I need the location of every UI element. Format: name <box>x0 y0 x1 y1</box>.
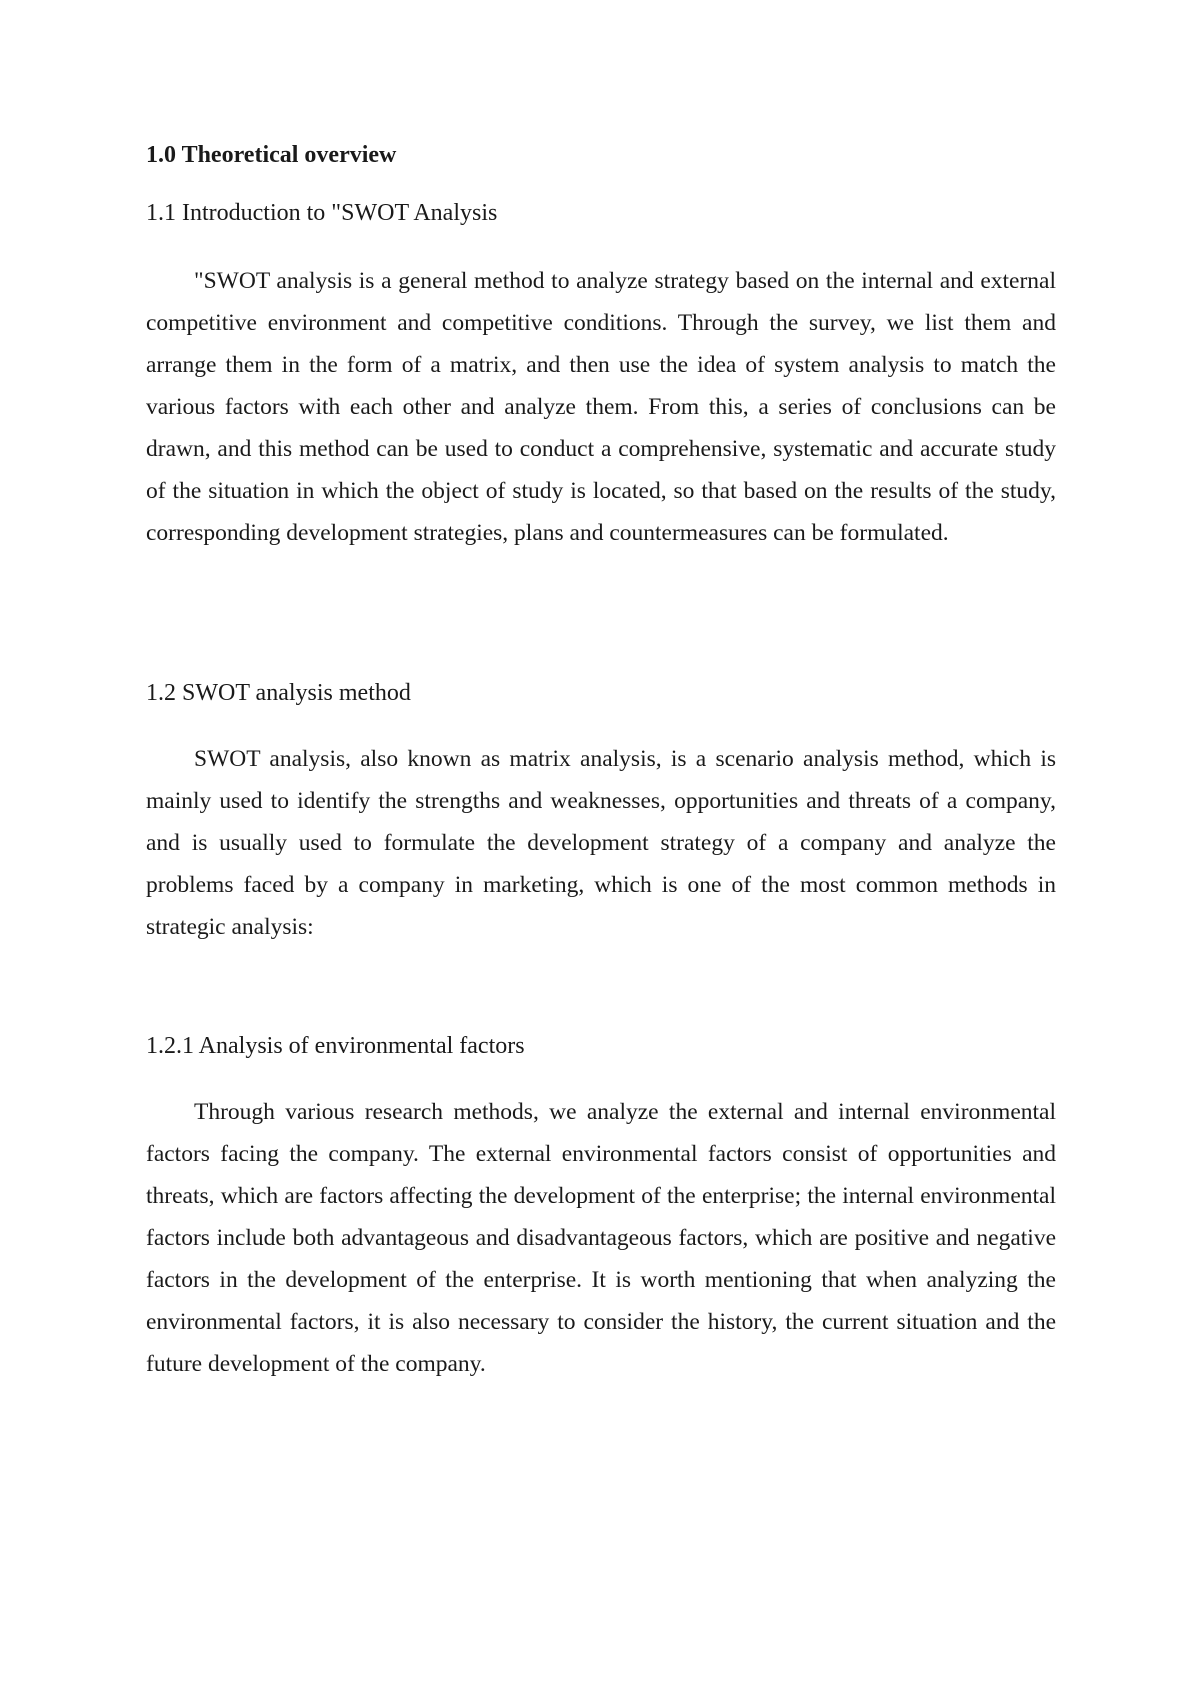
section-heading-1-2-1: 1.2.1 Analysis of environmental factors <box>146 1033 525 1059</box>
section-paragraph-1-2: SWOT analysis, also known as matrix analysis, is a scenario analysis method, which is mainly used to identify the strengths and weaknesses, opportunities and threats of a company, and is usually used to formulate the development strategy of a company and analyze the problems faced by a company in marketing, which is one of the most common methods in strategic analysis: <box>146 746 1056 940</box>
section-paragraph-1-1: "SWOT analysis is a general method to analyze strategy based on the internal and external competitive environment and competitive conditions. Through the survey, we list them and arrange them in the form of a matrix, and then use the idea of system analysis to match the various factors with each other and analyze them. From this, a series of conclusions can be drawn, and this method can be used to conduct a comprehensive, systematic and accurate study of the situation in which the object of study is located, so that based on the results of the study, corresponding development strategies, plans and countermeasures can be formulated. <box>146 268 1056 546</box>
section-heading-1-2: 1.2 SWOT analysis method <box>146 680 411 706</box>
section-paragraph-1-2-1: Through various research methods, we analyze the external and internal environmental factors facing the company. The external environmental factors consist of opportunities and threats, which are factors affecting the development of the enterprise; the internal environmental factors include both advantageous and disadvantageous factors, which are positive and negative factors in the development of the enterprise. It is worth mentioning that when analyzing the environmental factors, it is also necessary to consider the history, the current situation and the future development of the company. <box>146 1099 1056 1377</box>
document-title: 1.0 Theoretical overview <box>146 142 397 168</box>
section-heading-1-1: 1.1 Introduction to "SWOT Analysis <box>146 200 498 226</box>
